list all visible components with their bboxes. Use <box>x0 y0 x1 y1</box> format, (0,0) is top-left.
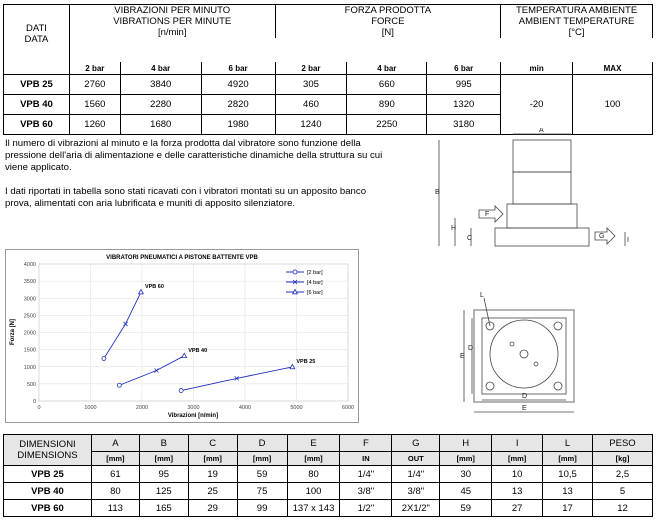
series-label: VPB 60 <box>144 284 164 291</box>
table-cell: 2280 <box>120 95 201 115</box>
legend-label: [6 bar] <box>307 290 323 296</box>
table-cell: 305 <box>275 75 347 95</box>
table-cell: 3840 <box>120 75 201 95</box>
model-label: VPB 40 <box>4 483 92 500</box>
cylinder-circle <box>490 320 558 388</box>
table-cell: 29 <box>188 500 237 517</box>
y-tick-label: 0 <box>32 399 36 405</box>
table-cell: 45 <box>440 483 492 500</box>
table-cell: 13 <box>492 483 543 500</box>
table-cell: 995 <box>427 75 501 95</box>
cylinder-body <box>513 172 571 204</box>
performance-table <box>3 4 653 135</box>
y-tick-label: 500 <box>26 381 36 388</box>
blank-cell <box>4 62 70 75</box>
chart-title: VIBRATORI PNEUMATICI A PISTONE BATTENTE VPB <box>106 255 258 261</box>
table-cell: 1/4" <box>392 466 440 483</box>
dims-header: DIMENSIONI DIMENSIONS <box>4 435 92 466</box>
table-cell: 59 <box>440 500 492 517</box>
dims-unit: [mm] <box>543 452 593 466</box>
side-view-drawing <box>435 128 635 250</box>
x-tick-label: 1000 <box>84 405 97 411</box>
dimensions-table <box>3 434 653 517</box>
table-cell: 2820 <box>201 95 275 115</box>
inner-outline <box>482 318 566 394</box>
table-cell: 137 x 143 <box>287 500 340 517</box>
dims-unit: [mm] <box>188 452 237 466</box>
model-label: VPB 25 <box>4 466 92 483</box>
dims-unit: [mm] <box>139 452 188 466</box>
legend-label: [2 bar] <box>307 270 323 276</box>
dims-col-header: PESO <box>593 435 653 452</box>
test-conditions-paragraph: I dati riportati in tabella sono stati ricavati con i vibratori montati su un apposito banco prova, alimentati con aria lubrificata e muniti di apposito silenziatore. <box>5 186 367 209</box>
x-tick-label: 3000 <box>187 405 200 411</box>
table-cell: 2250 <box>347 115 427 135</box>
dims-col-header: A <box>91 435 139 452</box>
x-axis-label: Vibrazioni [n/min] <box>167 413 219 419</box>
table-cell: 12 <box>593 500 653 517</box>
table-cell: 25 <box>188 483 237 500</box>
table-cell: 1560 <box>69 95 120 115</box>
mount-hole <box>554 322 562 330</box>
x-tick-label: 6000 <box>341 405 355 411</box>
center-hole <box>520 350 528 358</box>
dims-unit: [mm] <box>287 452 340 466</box>
dims-col-header: I <box>492 435 543 452</box>
table-cell: 890 <box>347 95 427 115</box>
mount-hole <box>486 382 494 390</box>
table-cell: 1680 <box>120 115 201 135</box>
table-cell: 19 <box>188 466 237 483</box>
label-a: A <box>539 128 544 134</box>
pressure-label: 4 bar <box>120 62 201 75</box>
table-cell: 2X1/2" <box>392 500 440 517</box>
table-cell: 80 <box>91 483 139 500</box>
y-tick-label: 1500 <box>23 347 36 354</box>
table-cell: 27 <box>492 500 543 517</box>
table-cell: 10,5 <box>543 466 593 483</box>
table-cell: 3/8" <box>392 483 440 500</box>
leader-l <box>484 298 490 326</box>
table-cell: 165 <box>139 500 188 517</box>
y-tick-label: 1000 <box>23 364 36 371</box>
col-dati-header: DATI DATA <box>4 5 70 63</box>
table-cell: 1260 <box>69 115 120 135</box>
table-cell: 59 <box>237 466 287 483</box>
legend-label: [4 bar] <box>307 280 323 286</box>
table-cell: 4920 <box>201 75 275 95</box>
label-c: C <box>467 235 473 242</box>
table-cell: 10 <box>492 466 543 483</box>
x-tick-label: 2000 <box>135 405 149 411</box>
table-cell: 17 <box>543 500 593 517</box>
label-e-vertical: E <box>460 353 465 360</box>
table-cell: 1240 <box>275 115 347 135</box>
port-hole <box>510 342 514 346</box>
table-cell: 95 <box>139 466 188 483</box>
dims-col-header: C <box>188 435 237 452</box>
table-cell: 13 <box>543 483 593 500</box>
table-cell: 80 <box>287 466 340 483</box>
series-label: VPB 40 <box>188 347 208 354</box>
force-vibration-chart <box>5 249 359 423</box>
dims-col-header: B <box>139 435 188 452</box>
model-label: VPB 40 <box>4 95 70 115</box>
point-marker-circle <box>117 383 121 387</box>
table-cell: 660 <box>347 75 427 95</box>
dims-col-header: L <box>543 435 593 452</box>
top-view-drawing <box>460 288 600 418</box>
x-tick-label: 0 <box>37 405 41 411</box>
label-l: L <box>480 292 484 299</box>
base-plate <box>495 228 589 246</box>
model-label: VPB 25 <box>4 75 70 95</box>
table-cell: 3/8" <box>340 483 392 500</box>
outlet-arrow <box>595 228 615 244</box>
dims-col-header: F <box>340 435 392 452</box>
series-label: VPB 25 <box>296 358 316 365</box>
vibrations-header: VIBRAZIONI PER MINUTO VIBRATIONS PER MINUTE [n/min] <box>69 5 275 39</box>
cylinder-top <box>513 140 571 172</box>
y-tick-label: 4000 <box>23 262 36 268</box>
force-header: FORZA PRODOTTA FORCE [N] <box>275 5 501 39</box>
y-axis-label: Forza [N] <box>10 319 16 345</box>
table-cell: 125 <box>139 483 188 500</box>
x-tick-label: 4000 <box>238 405 252 411</box>
pressure-label: 2 bar <box>275 62 347 75</box>
dims-unit: OUT <box>392 452 440 466</box>
x-tick-label: 5000 <box>290 405 303 411</box>
label-g: G <box>599 233 605 240</box>
label-f: F <box>485 211 490 218</box>
table-cell: 113 <box>91 500 139 517</box>
table-cell: 99 <box>237 500 287 517</box>
dims-unit: [kg] <box>593 452 653 466</box>
chart-svg <box>6 250 358 422</box>
point-marker-circle <box>102 357 106 361</box>
label-b: B <box>435 189 440 196</box>
table-cell: 100 <box>287 483 340 500</box>
dims-col-header: H <box>440 435 492 452</box>
pressure-label: 6 bar <box>427 62 501 75</box>
y-tick-label: 2500 <box>23 313 36 320</box>
pressure-label: 2 bar <box>69 62 120 75</box>
table-cell: 2,5 <box>593 466 653 483</box>
port-hole <box>534 362 538 366</box>
table-cell: 30 <box>440 466 492 483</box>
label-i: I <box>627 237 629 244</box>
table-cell: 3180 <box>427 115 501 135</box>
inlet-arrow <box>479 206 503 222</box>
table-cell: 2760 <box>69 75 120 95</box>
label-d-vertical: D <box>468 345 474 352</box>
temp-max-label: MAX <box>573 62 653 75</box>
table-cell: 75 <box>237 483 287 500</box>
table-cell: 1/2" <box>340 500 392 517</box>
temp-min-value: -20 <box>501 75 573 135</box>
pressure-label: 6 bar <box>201 62 275 75</box>
dims-unit: [mm] <box>492 452 543 466</box>
dims-col-header: G <box>392 435 440 452</box>
model-label: VPB 60 <box>4 500 92 517</box>
table-cell: 61 <box>91 466 139 483</box>
y-tick-label: 3500 <box>23 279 36 286</box>
label-e-horizontal: E <box>522 405 527 412</box>
description-paragraph: Il numero di vibrazioni al minuto e la forza prodotta dal vibratore sono funzione della pressione dell'aria di alimentazione e delle caratteristiche dinamiche della struttura su cui viene applicato. <box>5 138 383 173</box>
temp-max-value: 100 <box>573 75 653 135</box>
table-cell: 1980 <box>201 115 275 135</box>
label-h: H <box>451 225 457 232</box>
temperature-header: TEMPERATURA AMBIENTE AMBIENT TEMPERATURE [°C] <box>501 5 653 39</box>
y-tick-label: 3000 <box>23 296 36 303</box>
table-cell: 1/4" <box>340 466 392 483</box>
table-cell: 5 <box>593 483 653 500</box>
model-label: VPB 60 <box>4 115 70 135</box>
pressure-label: 4 bar <box>347 62 427 75</box>
label-d-horizontal: D <box>522 393 528 400</box>
y-tick-label: 2000 <box>23 330 36 337</box>
point-marker-circle <box>293 270 297 274</box>
dims-unit: IN <box>340 452 392 466</box>
dims-unit: [mm] <box>91 452 139 466</box>
dims-col-header: D <box>237 435 287 452</box>
cylinder-base-ring <box>507 204 577 228</box>
table-cell: 1320 <box>427 95 501 115</box>
temp-min-label: min <box>501 62 573 75</box>
dims-unit: [mm] <box>440 452 492 466</box>
point-marker-circle <box>179 389 183 393</box>
mount-hole <box>554 382 562 390</box>
dims-unit: [mm] <box>237 452 287 466</box>
table-cell: 460 <box>275 95 347 115</box>
dims-col-header: E <box>287 435 340 452</box>
